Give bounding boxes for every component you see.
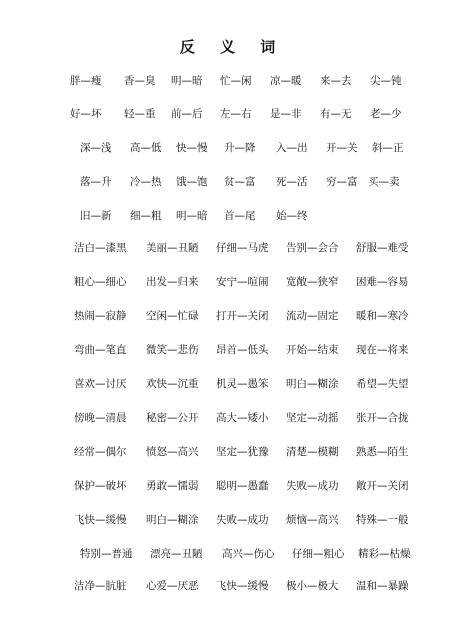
antonym-pair: 空闲—忙碌 <box>146 310 199 322</box>
word-row <box>0 106 465 122</box>
antonym-pair: 流动—固定 <box>286 310 339 322</box>
antonym-pair: 始—终 <box>276 210 308 222</box>
antonym-pair: 失败—成功 <box>216 514 269 526</box>
word-row <box>0 444 465 460</box>
antonym-pair: 告别—会合 <box>286 242 339 254</box>
antonym-pair: 洁净—肮脏 <box>74 580 127 592</box>
antonym-pair: 热闹—寂静 <box>74 310 127 322</box>
antonym-pair: 尖—钝 <box>370 75 402 87</box>
antonym-pair: 微笑—悲伤 <box>146 344 199 356</box>
word-row <box>0 174 465 190</box>
antonym-pair: 出发—归来 <box>146 276 199 288</box>
word-row <box>0 140 465 156</box>
antonym-pair: 飞快—缓慢 <box>74 514 127 526</box>
antonym-pair: 敞开—关闭 <box>356 480 409 492</box>
antonym-pair: 喜欢—讨厌 <box>74 378 127 390</box>
antonym-pair: 明白—糊涂 <box>146 514 199 526</box>
antonym-pair: 入—出 <box>276 142 308 154</box>
antonym-pair: 老—少 <box>370 108 402 120</box>
antonym-pair: 香—臭 <box>124 75 156 87</box>
antonym-pair: 升—降 <box>224 142 256 154</box>
antonym-pair: 特别—普通 <box>80 548 133 560</box>
antonym-pair: 机灵—愚笨 <box>216 378 269 390</box>
antonym-pair: 温和—暴躁 <box>356 580 409 592</box>
antonym-pair: 仔细—马虎 <box>216 242 269 254</box>
antonym-pair: 开—关 <box>326 142 358 154</box>
antonym-pair: 秘密—公开 <box>146 412 199 424</box>
antonym-pair: 高大—矮小 <box>216 412 269 424</box>
antonym-pair: 左—右 <box>220 108 252 120</box>
word-row <box>0 73 465 89</box>
antonym-pair: 昂首—低头 <box>216 344 269 356</box>
antonym-pair: 凉—暖 <box>270 75 302 87</box>
antonym-pair: 明—暗 <box>176 210 208 222</box>
word-row <box>0 546 465 562</box>
antonym-pair: 前—后 <box>171 108 203 120</box>
antonym-pair: 斜—正 <box>372 142 404 154</box>
antonym-pair: 欢快—沉重 <box>146 378 199 390</box>
antonym-pair: 明白—糊涂 <box>286 378 339 390</box>
antonym-pair: 明—暗 <box>171 75 203 87</box>
antonym-pair: 漂亮—丑陋 <box>150 548 203 560</box>
antonym-pair: 美丽—丑陋 <box>146 242 199 254</box>
word-row <box>0 342 465 358</box>
antonym-pair: 好—坏 <box>70 108 102 120</box>
antonym-pair: 来—去 <box>320 75 352 87</box>
word-row <box>0 274 465 290</box>
antonym-pair: 冷—热 <box>130 176 162 188</box>
antonym-pair: 傍晚—清晨 <box>74 412 127 424</box>
antonym-pair: 死—活 <box>276 176 308 188</box>
word-row <box>0 208 465 224</box>
antonym-pair: 饿—饱 <box>176 176 208 188</box>
antonym-pair: 极小—极大 <box>286 580 339 592</box>
page-title: 反 义 词 <box>179 38 286 56</box>
antonym-pair: 失败—成功 <box>286 480 339 492</box>
antonym-pair: 愤怒—高兴 <box>146 446 199 458</box>
antonym-pair: 快—慢 <box>176 142 208 154</box>
antonym-pair: 特殊—一般 <box>356 514 409 526</box>
antonym-pair: 贫—富 <box>224 176 256 188</box>
word-row <box>0 578 465 594</box>
antonym-pair: 深—浅 <box>80 142 112 154</box>
antonym-pair: 有—无 <box>320 108 352 120</box>
antonym-pair: 弯曲—笔直 <box>74 344 127 356</box>
antonym-pair: 胖—瘦 <box>70 75 102 87</box>
word-row <box>0 376 465 392</box>
word-row <box>0 512 465 528</box>
antonym-pair: 落—升 <box>80 176 112 188</box>
word-row <box>0 410 465 426</box>
word-row <box>0 240 465 256</box>
antonym-pair: 坚定—动摇 <box>286 412 339 424</box>
antonym-pair: 坚定—犹豫 <box>216 446 269 458</box>
antonym-pair: 希望—失望 <box>356 378 409 390</box>
antonym-pair: 宽敞—狭窄 <box>286 276 339 288</box>
antonym-pair: 现在—将来 <box>356 344 409 356</box>
antonym-pair: 烦恼—高兴 <box>286 514 339 526</box>
antonym-pair: 仔细—粗心 <box>292 548 345 560</box>
antonym-pair: 舒服—难受 <box>356 242 409 254</box>
antonym-pair: 旧—新 <box>80 210 112 222</box>
antonym-pair: 开始—结束 <box>286 344 339 356</box>
antonym-pair: 心爱—厌恶 <box>146 580 199 592</box>
antonym-pair: 高—低 <box>130 142 162 154</box>
word-row <box>0 308 465 324</box>
antonym-pair: 打开—关闭 <box>216 310 269 322</box>
antonym-pair: 轻—重 <box>124 108 156 120</box>
antonym-pair: 保护—破坏 <box>74 480 127 492</box>
antonym-pair: 熟悉—陌生 <box>356 446 409 458</box>
antonym-pair: 细—粗 <box>130 210 162 222</box>
antonym-pair: 穷—富 <box>326 176 358 188</box>
antonym-pair: 经常—偶尔 <box>74 446 127 458</box>
antonym-pair: 暖和—寒冷 <box>356 310 409 322</box>
antonym-pair: 买—卖 <box>368 176 400 188</box>
antonym-pair: 粗心—细心 <box>74 276 127 288</box>
antonym-pair: 高兴—伤心 <box>222 548 275 560</box>
antonym-pair: 困难—容易 <box>356 276 409 288</box>
antonym-pair: 安宁—喧闹 <box>216 276 269 288</box>
antonym-pair: 首—尾 <box>224 210 256 222</box>
word-row <box>0 478 465 494</box>
antonym-pair: 清楚—模糊 <box>286 446 339 458</box>
antonym-pair: 张开—合拢 <box>356 412 409 424</box>
antonym-pair: 聪明—愚蠢 <box>216 480 269 492</box>
antonym-pair: 勇敢—懦弱 <box>146 480 199 492</box>
antonym-pair: 洁白—漆黑 <box>74 242 127 254</box>
antonym-pair: 是—非 <box>270 108 302 120</box>
antonym-pair: 飞快—缓慢 <box>216 580 269 592</box>
antonym-pair: 忙—闲 <box>220 75 252 87</box>
antonym-pair: 精彩—枯燥 <box>358 548 411 560</box>
